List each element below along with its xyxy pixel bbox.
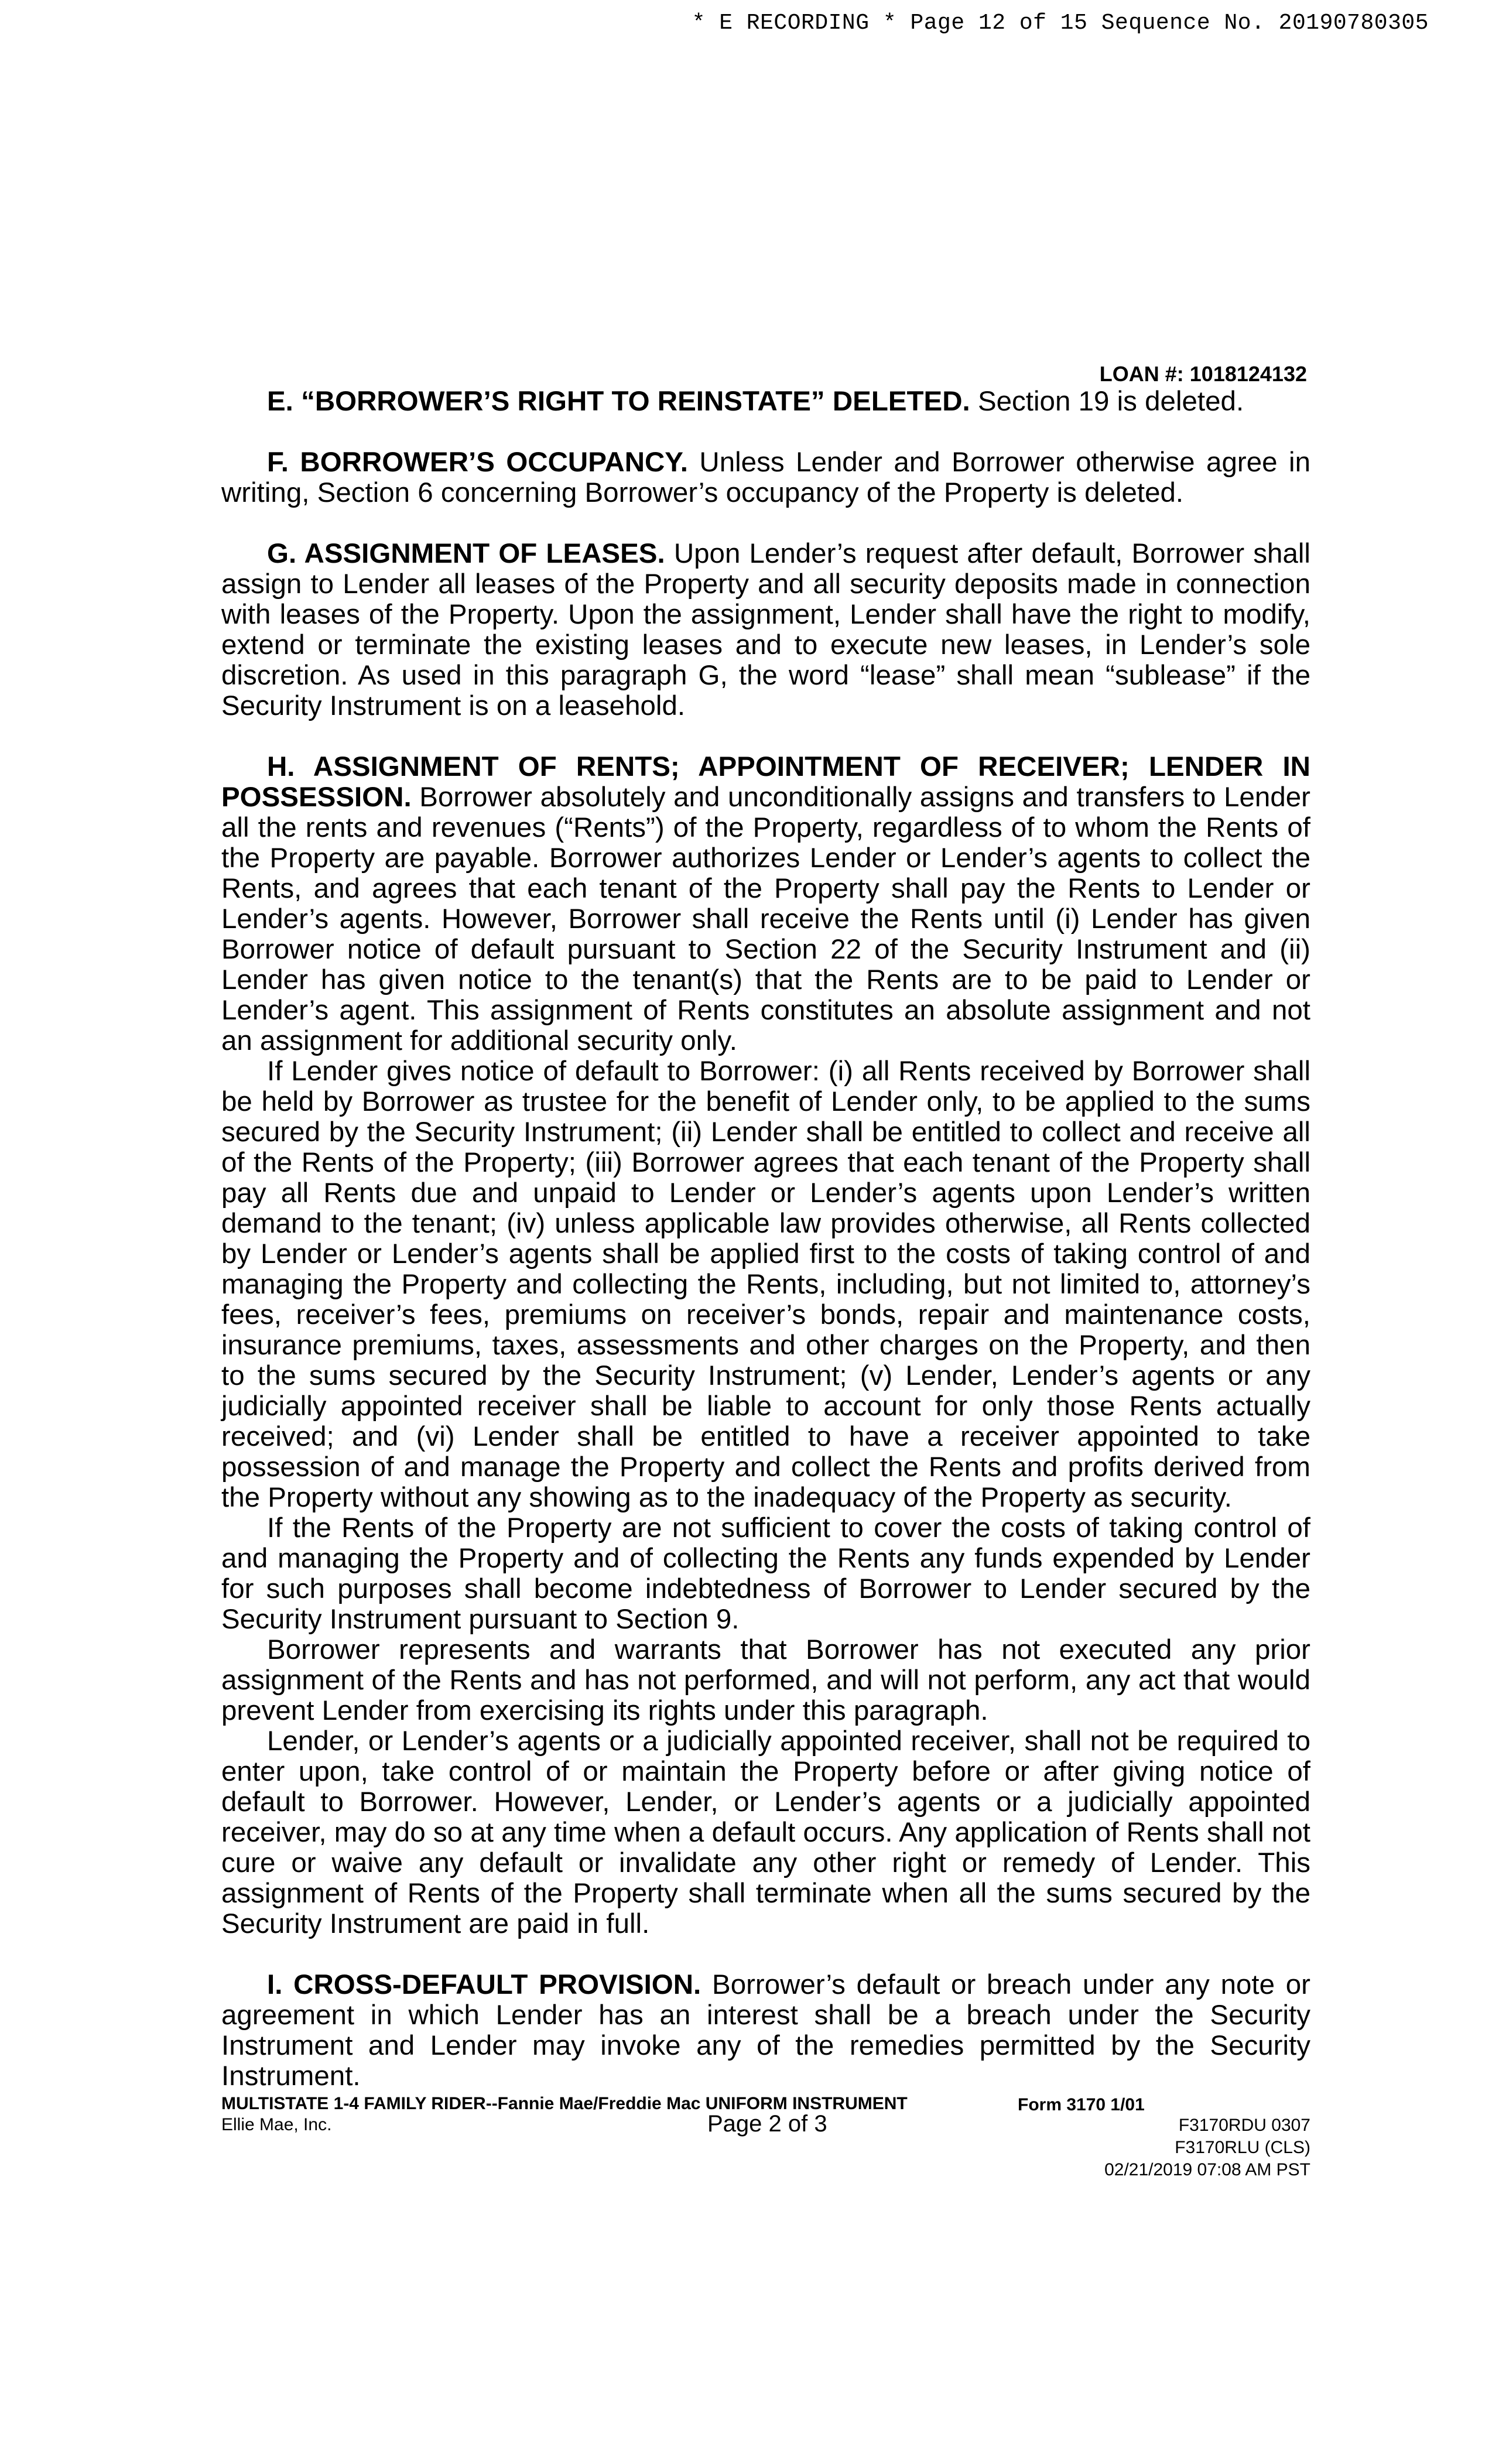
footer-codes <box>1104 2114 1310 2181</box>
recording-stamp: * E RECORDING * Page 12 of 15 Sequence No. 20190780305 <box>692 11 1429 36</box>
section-i-body: Borrower’s default or breach under any note or agreement in which Lender has an interest shall be a breach under the Security Instrument and Lender may invoke any of the remedies permitted by the Security Instrument. <box>221 1969 1310 2092</box>
section-f-heading: F. BORROWER’S OCCUPANCY. <box>267 447 688 478</box>
rider-body <box>221 386 1310 2092</box>
section-h <box>221 752 1310 1056</box>
section-h-paragraph-4: Borrower represents and warrants that Borrower has not executed any prior assignment of the Rents and has not performed, and will not perform, any act that would prevent Lender from exercising its rights under this paragraph. <box>221 1634 1310 1726</box>
form-footer <box>221 2093 1310 2179</box>
section-h-paragraph-5: Lender, or Lender’s agents or a judicially appointed receiver, shall not be required to enter upon, take control of or maintain the Property before or after giving notice of default to Borrower. However, Lender, or Lender’s agents or a judicially appointed receiver, may do so at any time when a default occurs. Any application of Rents shall not cure or waive any default or invalidate any other right or remedy of Lender. This assignment of Rents of the Property shall terminate when all the sums secured by the Security Instrument are paid in full. <box>221 1726 1310 1939</box>
section-e-heading: E. “BORROWER’S RIGHT TO REINSTATE” DELETED. <box>267 386 970 417</box>
section-i <box>221 1970 1310 2092</box>
footer-timestamp: 02/21/2019 07:08 AM PST <box>1104 2160 1310 2179</box>
footer-code-1: F3170RDU 0307 <box>1178 2116 1310 2135</box>
section-h-paragraph-3: If the Rents of the Property are not sufficient to cover the costs of taking control of and managing the Property and of collecting the Rents any funds expended by Lender for such purposes shall become indebtedness of Borrower to Lender secured by the Security Instrument pursuant to Section 9. <box>221 1512 1310 1635</box>
section-g <box>221 539 1310 721</box>
section-e-body: Section 19 is deleted. <box>970 386 1244 417</box>
footer-vendor: Ellie Mae, Inc. <box>221 2115 332 2134</box>
footer-page-number: Page 2 of 3 <box>707 2111 827 2137</box>
section-h-body: Borrower absolutely and unconditionally assigns and transfers to Lender all the rents and revenues (“Rents”) of the Property, regardless of to whom the Rents of the Property are payable. Borrower authorizes Lender or Lender’s agents to collect the Rents, and agrees that each tenant of the Property shall pay the Rents to Lender or Lender’s agents. However, Borrower shall receive the Rents until (i) Lender has given Borrower notice of default pursuant to Section 22 of the Security Instrument and (ii) Lender has given notice to the tenant(s) that the Rents are to be paid to Lender or Lender’s agent. This assignment of Rents constitutes an absolute assignment and not an assignment for additional security only. <box>221 782 1310 1056</box>
section-h-heading: H. ASSIGNMENT OF RENTS; APPOINTMENT OF RECEIVER; LENDER IN POSSESSION. <box>221 751 1310 813</box>
section-f-body: Unless Lender and Borrower otherwise agree in writing, Section 6 concerning Borrower’s occupancy of the Property is deleted. <box>221 447 1310 508</box>
footer-form-number: Form 3170 1/01 <box>1018 2095 1145 2114</box>
section-h-paragraph-2: If Lender gives notice of default to Borrower: (i) all Rents received by Borrower shall be held by Borrower as trustee for the benefit of Lender only, to be applied to the sums secured by the Security Instrument; (ii) Lender shall be entitled to collect and receive all of the Rents of the Property; (iii) Borrower agrees that each tenant of the Property shall pay all Rents due and unpaid to Lender or Lender’s agents upon Lender’s written demand to the tenant; (iv) unless applicable law provides otherwise, all Rents collected by Lender or Lender’s agents shall be applied first to the costs of taking control of and managing the Property and collecting the Rents, including, but not limited to, attorney’s fees, receiver’s fees, premiums on receiver’s bonds, repair and maintenance costs, insurance premiums, taxes, assessments and other charges on the Property, and then to the sums secured by the Security Instrument; (v) Lender, Lender’s agents or any judicially appointed receiver shall be liable to account for only those Rents actually received; and (vi) Lender shall be entitled to have a receiver appointed to take possession of and manage the Property and collect the Rents and profits derived from the Property without any showing as to the inadequacy of the Property as security. <box>221 1056 1310 1513</box>
section-e <box>221 386 1310 417</box>
section-f <box>221 447 1310 508</box>
footer-code-2: F3170RLU (CLS) <box>1175 2138 1310 2157</box>
loan-number: LOAN #: 1018124132 <box>1099 362 1307 386</box>
footer-form-title: MULTISTATE 1-4 FAMILY RIDER--Fannie Mae/Freddie Mac UNIFORM INSTRUMENT <box>221 2094 908 2113</box>
section-i-heading: I. CROSS-DEFAULT PROVISION. <box>267 1969 701 2000</box>
section-g-heading: G. ASSIGNMENT OF LEASES. <box>267 538 665 569</box>
section-g-body: Upon Lender’s request after default, Borrower shall assign to Lender all leases of the Property and all security deposits made in connection with leases of the Property. Upon the assignment, Lender shall have the right to modify, extend or terminate the existing leases and to execute new leases, in Lender’s sole discretion. As used in this paragraph G, the word “lease” shall mean “sublease” if the Security Instrument is on a leasehold. <box>221 538 1310 721</box>
